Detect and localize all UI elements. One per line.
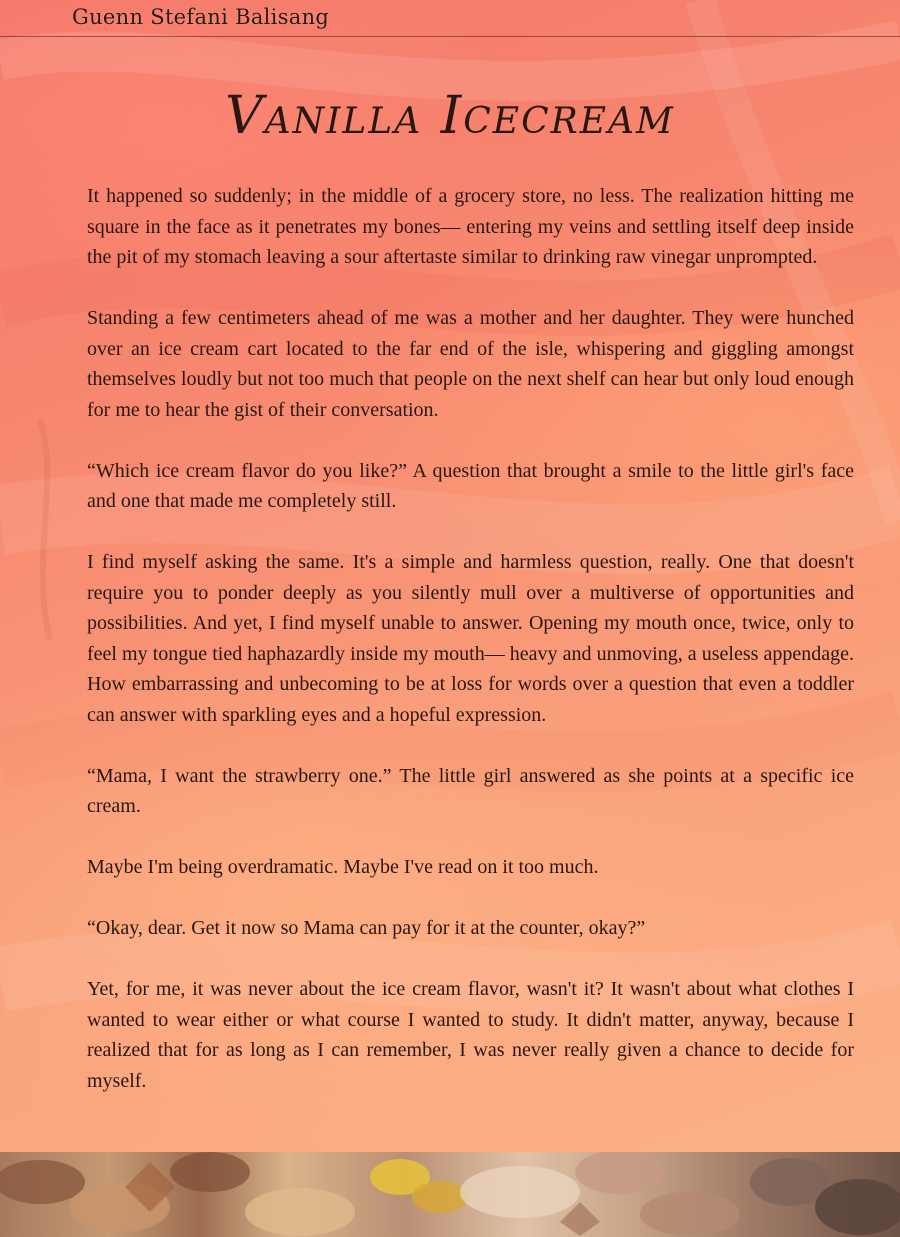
leaves-illustration	[0, 1152, 900, 1237]
story-paragraph: It happened so suddenly; in the middle of a grocery store, no less. The realization hitting me square in the face as it penetrates my bones— entering my veins and settling itself deep inside the pit of my stomach leaving a sour aftertaste similar to drinking raw vinegar unprompted.	[87, 185, 854, 268]
story-title: Vanilla Icecream	[225, 86, 675, 146]
story-paragraph: Standing a few centimeters ahead of me was a mother and her daughter. They were hunched over an ice cream cart located to the far end of the isle, whispering and giggling amongst themselves loudly but not too much that people on the next shelf can hear but only loud enough for me to hear the gist of their conversation.	[87, 307, 854, 421]
story-paragraph: Yet, for me, it was never about the ice cream flavor, wasn't it? It wasn't about what clothes I wanted to wear either or what course I wanted to study. It didn't matter, anyway, because I realized that for as long as I can remember, I was never really given a chance to decide for myself.	[87, 978, 854, 1092]
page-header	[0, 0, 900, 37]
story-paragraph: “Mama, I want the strawberry one.” The little girl answered as she points at a specific ice cream.	[87, 764, 854, 817]
story-body	[87, 181, 854, 1127]
story-paragraph: Maybe I'm being overdramatic. Maybe I've read on it too much.	[87, 856, 599, 878]
author-name: Guenn Stefani Balisang	[72, 5, 330, 29]
autumn-leaves-image	[0, 1152, 900, 1237]
story-paragraph: I find myself asking the same. It's a simple and harmless question, really. One that doesn't require you to ponder deeply as you silently mull over a multiverse of opportunities and possibilities. And yet, I find myself unable to answer. Opening my mouth once, twice, only to feel my tongue tied haphazardly inside my mouth— heavy and unmoving, a useless appendage. How embarrassing and unbecoming to be at loss for words over a question that even a toddler can answer with sparkling eyes and a hopeful expression.	[87, 551, 854, 726]
story-paragraph: “Okay, dear. Get it now so Mama can pay for it at the counter, okay?”	[87, 917, 646, 939]
story-paragraph: “Which ice cream flavor do you like?” A question that brought a smile to the little girl's face and one that made me completely still.	[87, 459, 854, 512]
